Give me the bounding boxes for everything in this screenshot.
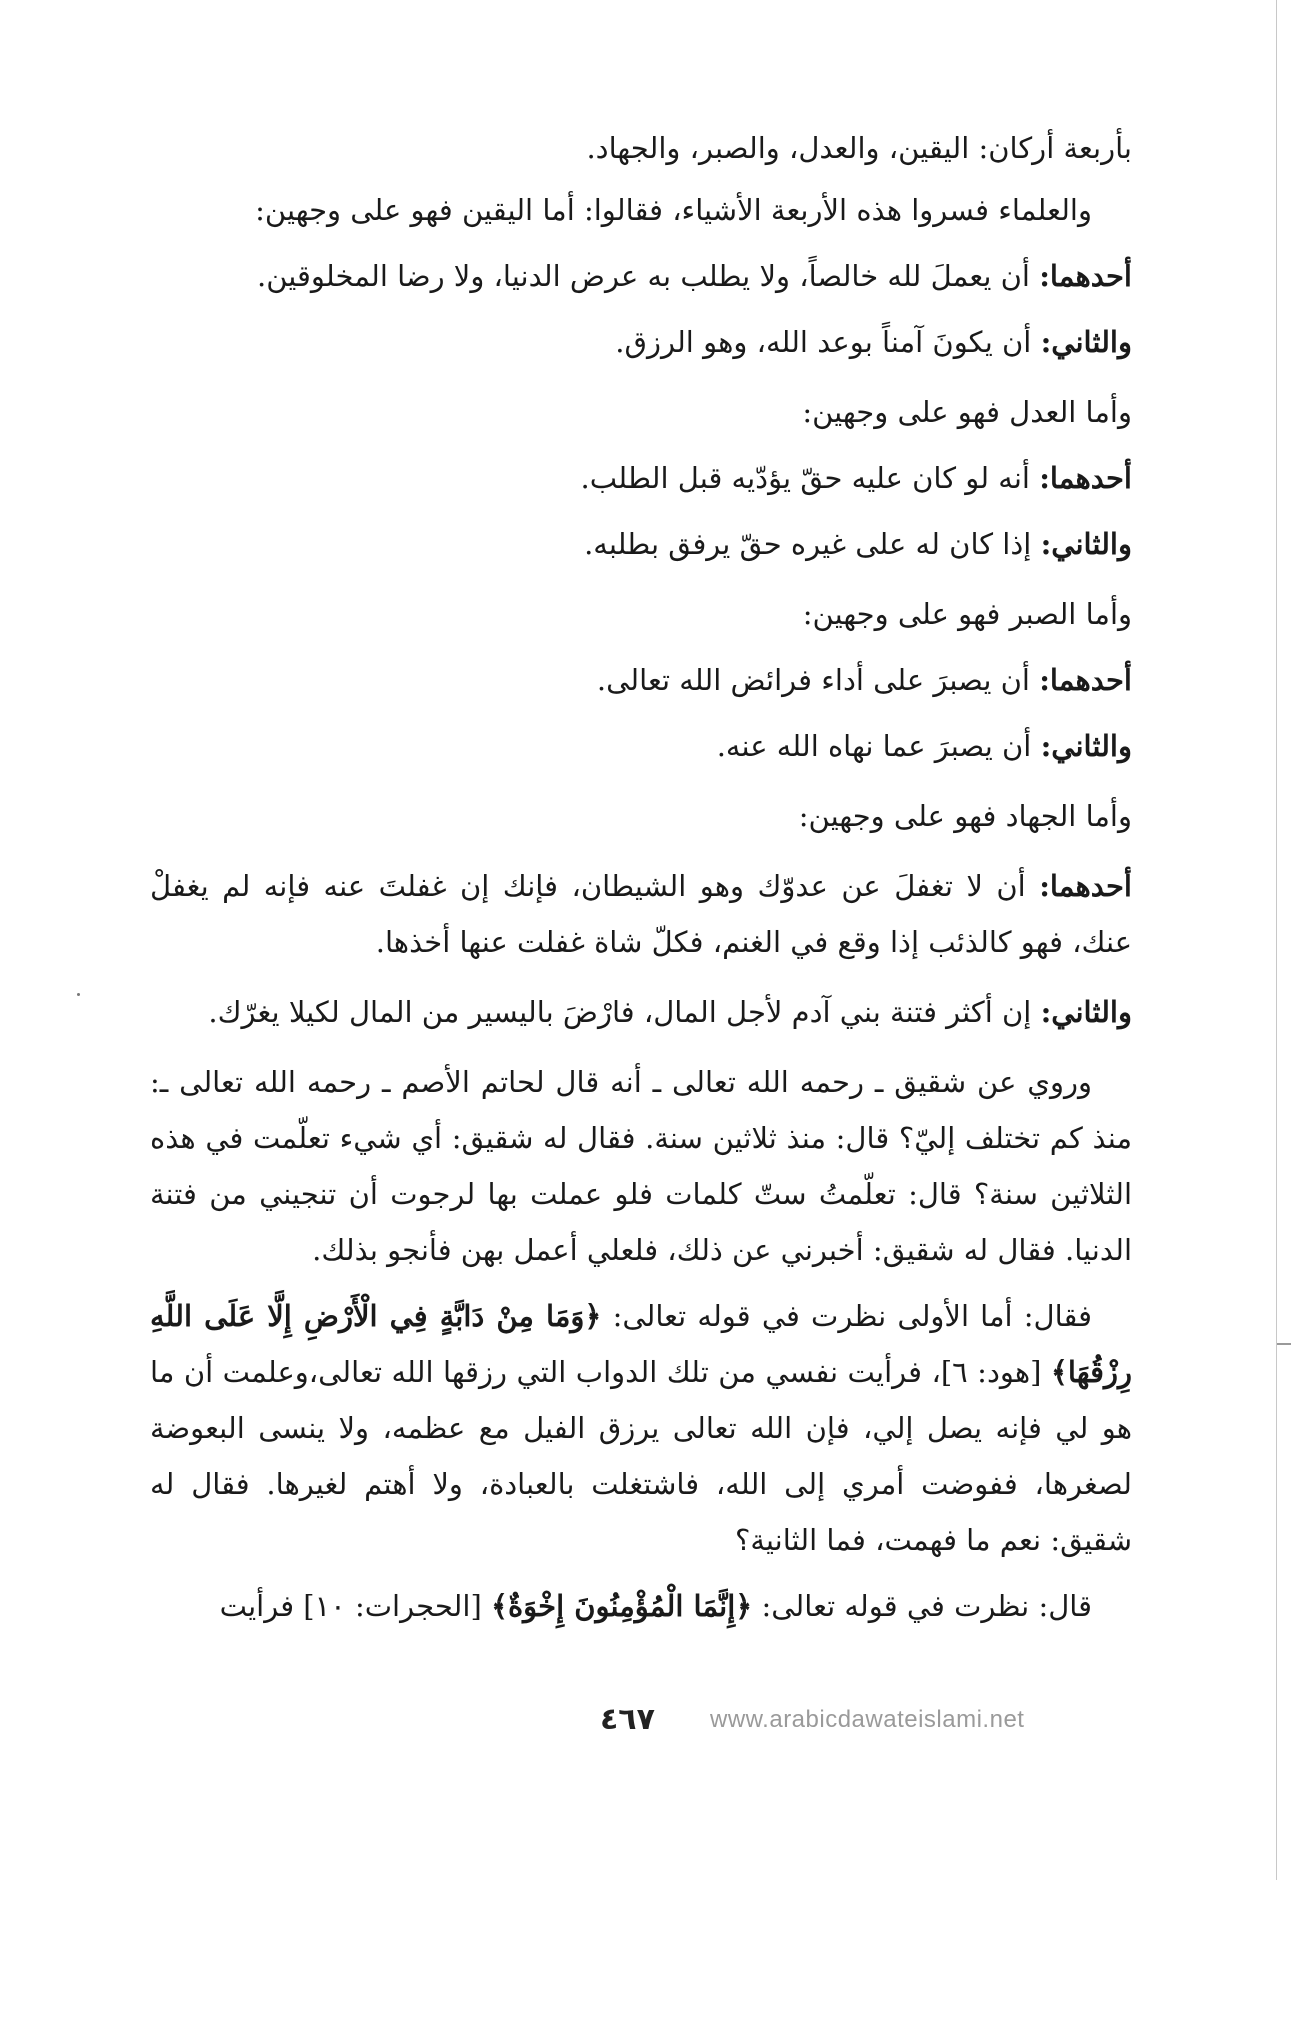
paragraph-lead: أحدهما: — [1039, 663, 1132, 697]
paragraph-1 — [150, 120, 1132, 176]
paragraph-text: أنه لو كان عليه حقّ يؤدّيه قبل الطلب. — [580, 461, 1030, 495]
paragraph-text: [هود: ٦]، فرأيت نفسي من تلك الدواب التي رزقها الله تعالى،وعلمت أن ما هو لي فإنه يصل إلي، فإن الله تعالى يرزق الفيل مع عظمه، ولا ينسى البعوضة لصغرها، ففوضت أمري إلى الله، فاشتغلت بالعبادة، ولا أهتم لغيرها. فقال له شقيق: نعم ما فهمت، فما الثانية؟ — [150, 1355, 1132, 1557]
paragraph-lead: والثاني: — [1040, 729, 1132, 763]
page-footer — [590, 1702, 1070, 1746]
paragraph-text: والعلماء فسروا هذه الأربعة الأشياء، فقالوا: أما اليقين فهو على وجهين: — [255, 193, 1092, 227]
paragraph-text: [الحجرات: ١٠] فرأيت — [219, 1589, 491, 1623]
paragraph-11 — [150, 788, 1132, 844]
paragraph-text: بأربعة أركان: اليقين، والعدل، والصبر، والجهاد. — [586, 131, 1132, 165]
quran-verse: ﴿وَمَا مِنْ دَابَّةٍ فِي الْأَرْضِ إِلَّا عَلَى اللَّهِ رِزْقُهَا﴾ — [150, 1299, 1132, 1389]
paragraph-8 — [150, 586, 1132, 642]
paragraph-lead: أحدهما: — [1039, 461, 1132, 495]
paragraph-4 — [150, 314, 1132, 370]
paragraph-10 — [150, 718, 1132, 774]
page-body — [150, 120, 1132, 1644]
paragraph-text: فقال: أما الأولى نظرت في قوله تعالى: — [601, 1299, 1092, 1333]
paragraph-text: قال: نظرت في قوله تعالى: — [752, 1589, 1092, 1623]
paragraph-14 — [150, 1054, 1132, 1278]
paragraph-text: إن أكثر فتنة بني آدم لأجل المال، فارْضَ باليسير من المال لكيلا يغرّك. — [208, 995, 1032, 1029]
paragraph-text: وأما العدل فهو على وجهين: — [802, 395, 1132, 429]
paragraph-text: أن يصبرَ عما نهاه الله عنه. — [716, 729, 1032, 763]
paragraph-text: أن يعملَ لله خالصاً، ولا يطلب به عرض الدنيا، ولا رضا المخلوقين. — [257, 259, 1030, 293]
paragraph-lead: والثاني: — [1040, 325, 1132, 359]
paragraph-16 — [150, 1578, 1132, 1634]
paragraph-15 — [150, 1288, 1132, 1568]
quran-verse: ﴿إِنَّمَا الْمُؤْمِنُونَ إِخْوَةٌ﴾ — [490, 1589, 753, 1623]
paragraph-9 — [150, 652, 1132, 708]
paragraph-lead: والثاني: — [1040, 995, 1132, 1029]
paragraph-text: أن يكونَ آمناً بوعد الله، وهو الرزق. — [615, 325, 1032, 359]
paragraph-text: أن لا تغفلَ عن عدوّك وهو الشيطان، فإنك إن غفلتَ عنه فإنه لم يغفلْ عنك، فهو كالذئب إذا وقع في الغنم، فكلّ شاة غفلت عنها أخذها. — [150, 869, 1132, 959]
paragraph-5 — [150, 384, 1132, 440]
paragraph-text: وأما الجهاد فهو على وجهين: — [798, 799, 1132, 833]
margin-tick-mark — [1277, 1343, 1291, 1345]
paragraph-13 — [150, 984, 1132, 1040]
page-number: ٤٦٧ — [600, 1702, 655, 1737]
paragraph-2 — [150, 182, 1132, 238]
paragraph-text: أن يصبرَ على أداء فرائض الله تعالى. — [596, 663, 1030, 697]
watermark-url: www.arabicdawateislami.net — [710, 1706, 1025, 1733]
paragraph-text: وأما الصبر فهو على وجهين: — [802, 597, 1132, 631]
paragraph-lead: أحدهما: — [1039, 869, 1132, 903]
paragraph-12 — [150, 858, 1132, 970]
paragraph-lead: أحدهما: — [1039, 259, 1132, 293]
page-edge-line — [1276, 0, 1277, 1880]
paragraph-7 — [150, 516, 1132, 572]
paragraph-3 — [150, 248, 1132, 304]
paragraph-text: إذا كان له على غيره حقّ يرفق بطلبه. — [584, 527, 1032, 561]
paragraph-6 — [150, 450, 1132, 506]
scan-speck — [77, 993, 80, 996]
paragraph-text: وروي عن شقيق ـ رحمه الله تعالى ـ أنه قال لحاتم الأصم ـ رحمه الله تعالى ـ: منذ كم تختلف إليّ؟ قال: منذ ثلاثين سنة. فقال له شقيق: أي شيء تعلّمت في هذه الثلاثين سنة؟ قال: تعلّمتُ ستّ كلمات فلو عملت بها لرجوت أن تنجيني من فتنة الدنيا. فقال له شقيق: أخبرني عن ذلك، فلعلي أعمل بهن فأنجو بذلك. — [150, 1065, 1132, 1267]
paragraph-lead: والثاني: — [1040, 527, 1132, 561]
